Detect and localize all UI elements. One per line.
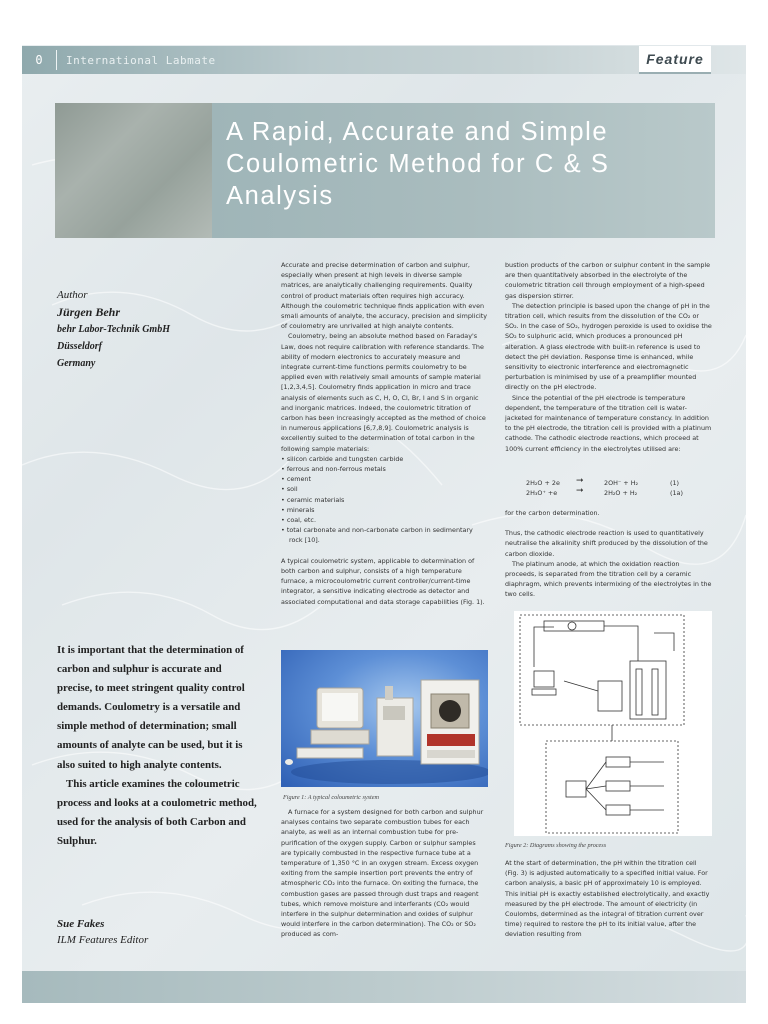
col1-paragraph-1: Accurate and precise determination of carbon and sulphur, especially when present at high levels in diverse sample matrices, are analytically challenging requirements. Quality control of product materials often requires high accuracy. Although the coulometric technique finds application with even small amounts of analyte, the accuracy, precision and simplicity of coulometry are unrivalled at high analyte contents. [281,261,488,331]
article-title: A Rapid, Accurate and Simple Coulometric Method for C & S Analysis [226,118,610,210]
list-item: • total carbonate and non-carbonate carbon in sedimentary rock [10]. [281,525,488,545]
list-item: • soil [281,484,488,494]
equation-1-left: 2H₂O + 2e [526,479,560,487]
process-diagram-illustration [514,611,712,836]
col1-paragraph-4: A furnace for a system designed for both carbon and sulphur analyses contains two separate combustion tubes for each analyte, as well as an internal combustion tube for pre-purification of the oxygen supply. Carbon or sulphur samples are typically combusted in the respective furnace tube at a temperature of 1,350 °C in an oxygen stream. Excess oxygen exiting from the sample insertion port prevents the entry of atmospheric CO₂ into the furnace. On exiting the furnace, the combustion gases are passed through dust traps and reagent tubes, which remove moisture and interferants (CO₂ would interfere in the sulphur determination and oxides of sulphur would interfere in the carbon determination). The CO₂ or SO₂ produced as com- [281,808,484,939]
equation-1 [526,476,696,489]
pull-quote-p2: This article examines the coloumetric process and looks at a coulometric method, used for the analysis of both Carbon and Sulphur. [57,777,257,847]
col2-paragraph-7: At the start of determination, the pH within the titration cell (Fig. 3) is adjusted automatically to a specified initial value. For carbon analysis, a basic pH of approximately 10 is employed. This initial pH is exactly established electrolytically, and exactly measured by the pH electrode. The amount of electricity (in Coulombs, determined as the integral of titration current over time) required to restore the pH to its initial value, after the deviation resulting from [505,859,710,939]
sample-materials-list [281,454,488,546]
col1-paragraph-3: A typical coulometric system, applicable to determination of both carbon and sulphur, consists of a high temperature furnace, a microcoulometric current controller/current-time integrator, a sensitive indicating electrode as detector and associated computational and data storage capabilities (Fig. 1). [281,556,485,606]
list-item: • minerals [281,505,488,515]
figure-2-caption: Figure 2: Diagrams showing the process [505,842,607,849]
electrode-equations [526,476,696,498]
col2-paragraph-3: Since the potential of the pH electrode is temperature dependent, the temperature of the titration cell is water-jacketed for maintenance of temperature constancy. In addition to the pH electrode, the titration cell is provided with a platinum cathode. The cathodic electrode reactions, which proceed at 100% current efficiency in the electrolytes utilised are: [505,393,712,453]
section-rule [639,72,711,74]
equation-1-number: (1) [670,479,680,487]
pull-quote-p1: It is important that the determination of carbon and sulphur is accurate and precise, to meet stringent quality control demands. Coulometry is a versatile and simple method of determination; small amounts of analyte can be used, but it is also suited to high analyte contents. [57,644,245,771]
publication-name: International Labmate [66,54,216,67]
col1-paragraph-2: Coulometry, being an absolute method based on Faraday's Law, does not require calibration with reference standards. The ability of modern electronics to accurately measure and integrate current-time functions permits coulometry to be applied even with relatively small amounts of sample material [1,2,3,4,5]. Coulometry finds application in micro and trace analysis of elements such as C, H, O, Cl, Br, I and S in organic and inorganic matrices. Indeed, the coulometric titration of carbon has been increasingly accepted as the method of choice in numerous applications [6,7,8,9]. Coulometric analysis is excellently suited to the determination of total carbon in the following sample materials: [281,332,486,453]
author-label: Author [57,289,88,301]
list-item: • ceramic materials [281,495,488,505]
equation-2-right: 2H₂O + H₂ [604,488,638,497]
author-country: Germany [57,358,96,369]
pull-quote [57,641,257,851]
editor-credit [57,916,148,948]
figure-1-caption: Figure 1: A typical coloumetric system [283,794,379,801]
editor-name: Sue Fakes [57,918,105,930]
equation-2-number: (1a) [670,488,683,497]
list-item: • cement [281,474,488,484]
body-column-2 [505,260,712,454]
title-banner-image [55,103,212,238]
editor-title: ILM Features Editor [57,934,149,946]
page-number: 0 [35,53,43,67]
author-company: behr Labor-Technik GmbH [57,324,170,335]
body-column-1-continued [281,807,488,940]
list-item: • coal, etc. [281,515,488,525]
equation-1-right: 2OH⁻ + H₂ [604,479,639,487]
body-column-2-bottom [505,858,712,940]
list-item: • silicon carbide and tungsten carbide [281,454,488,464]
author-name: Jürgen Behr [57,305,121,319]
footer-bar [22,971,746,1003]
figure-1-photo [281,650,488,787]
col2-paragraph-4: for the carbon determination. [505,509,600,517]
col2-paragraph-1: bustion products of the carbon or sulphur content in the sample are then quantitatively absorbed in the electrolyte of the coulometric titration cell through employment of a high-speed gas dispersion stirrer. [505,261,711,300]
figure-2-diagram [514,611,712,836]
col2-paragraph-6: The platinum anode, at which the oxidation reaction proceeds, is separated from the titration cell by a ceramic diaphragm, which prevents intermixing of the electrolytes in the two cells. [505,559,712,599]
list-item: • ferrous and non-ferrous metals [281,464,488,474]
author-city: Düsseldorf [57,341,103,352]
col2-paragraph-2: The detection principle is based upon the change of pH in the titration cell, which results from the dissolution of the CO₂ or SO₂. In the case of SO₂, hydrogen peroxide is used to oxidise the SO₂ to sulphuric acid, which produces a pronounced pH alteration. A glass electrode with built-in reference is used to detect the pH deviation. Response time is enhanced, while sensitivity to electronic interference and electromagnetic perturbation is minimised by use of a preamplifier mounted directly on the pH electrode. [505,301,712,392]
equation-2-left: 2H₃O⁺ +e [526,488,558,497]
section-label: Feature [639,46,711,72]
coulometric-system-illustration [281,650,488,787]
body-column-1 [281,260,488,607]
col2-paragraph-5: Thus, the cathodic electrode reaction is used to quantitatively neutralise the alkalinity shift produced by the dissolution of the carbon dioxide. [505,529,708,558]
author-block [57,287,170,372]
header-divider [56,50,57,70]
arrow-icon: ➞ [576,485,584,496]
equation-2 [526,485,696,499]
body-column-2-mid [505,508,712,600]
arrow-icon: ➞ [576,476,584,486]
